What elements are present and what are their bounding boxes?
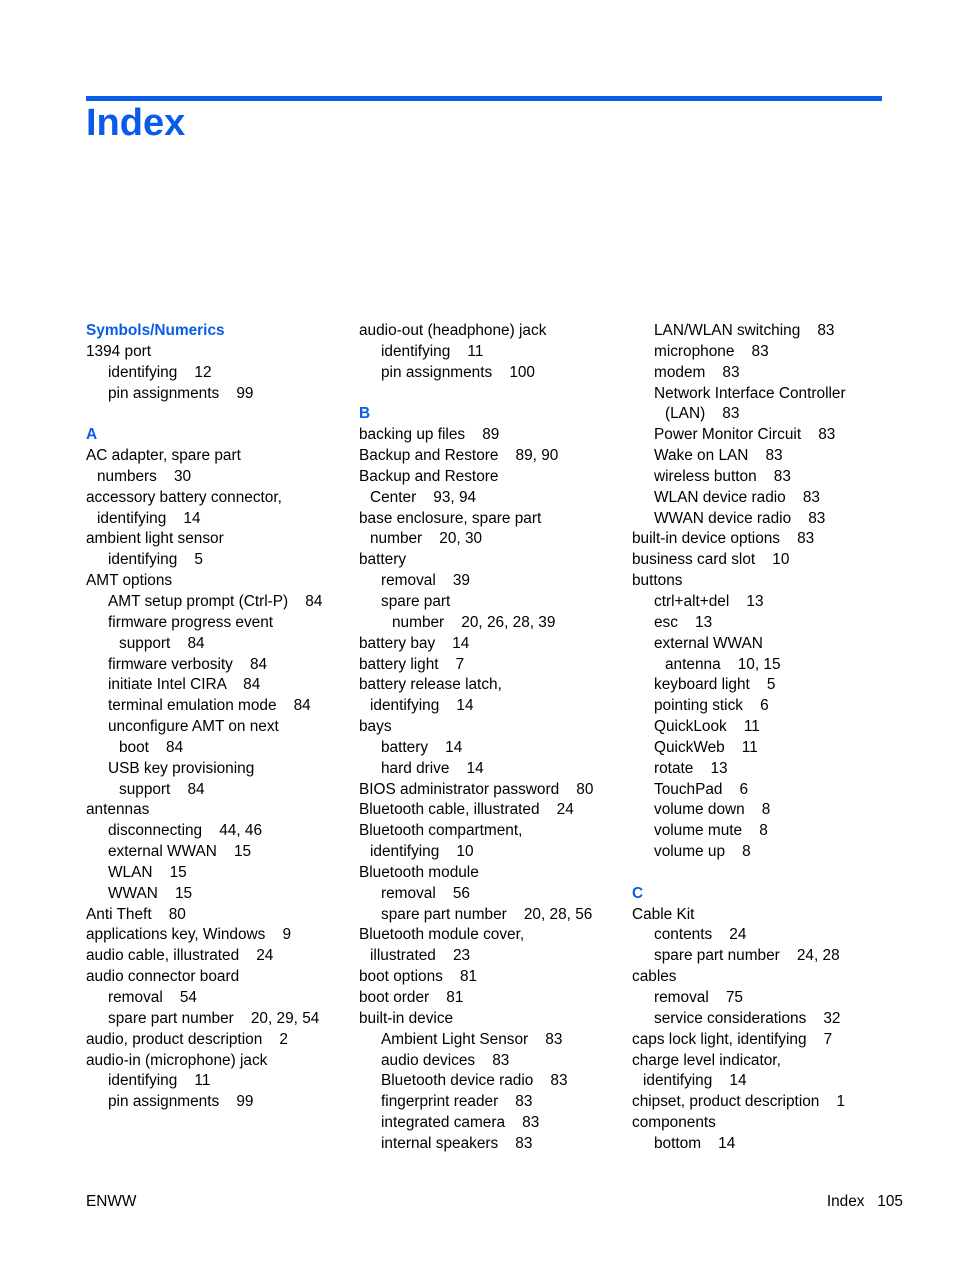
index-subentry: unconfigure AMT on next — [108, 718, 279, 736]
index-entry: boot options 81 — [359, 968, 478, 986]
index-entry: accessory battery connector, — [86, 488, 282, 506]
index-entry: built-in device options 83 — [632, 530, 815, 548]
index-subentry: TouchPad 6 — [654, 780, 749, 798]
index-subentry: Center 93, 94 — [370, 488, 477, 506]
index-subentry: WWAN 15 — [108, 884, 193, 902]
index-subentry: Ambient Light Sensor 83 — [381, 1030, 563, 1048]
section-gap — [632, 863, 846, 884]
index-subentry: spare part — [381, 592, 451, 610]
index-subentry: identifying 10 — [370, 843, 474, 861]
index-column-1 — [86, 321, 322, 1113]
index-subentry: identifying 14 — [97, 509, 201, 527]
index-entry: charge level indicator, — [632, 1051, 781, 1069]
index-entry: boot order 81 — [359, 989, 464, 1006]
index-entry: audio cable, illustrated 24 — [86, 947, 274, 965]
index-subentry: number 20, 30 — [370, 530, 483, 548]
index-column-2 — [359, 321, 593, 1155]
index-entry: battery release latch, — [359, 676, 502, 694]
index-subentry: illustrated 23 — [370, 947, 471, 965]
index-subentry: wireless button 83 — [654, 467, 791, 485]
index-subentry: esc 13 — [654, 613, 713, 631]
index-entry: Bluetooth module — [359, 863, 479, 881]
index-entry: applications key, Windows 9 — [86, 926, 292, 944]
index-subentry: disconnecting 44, 46 — [108, 822, 263, 840]
title-rule — [86, 96, 882, 101]
index-entry: Backup and Restore 89, 90 — [359, 447, 559, 465]
index-subentry: removal 56 — [381, 884, 470, 902]
index-subentry: firmware verbosity 84 — [108, 655, 268, 673]
index-subentry: hard drive 14 — [381, 759, 484, 777]
index-subentry: number 20, 26, 28, 39 — [392, 613, 556, 631]
index-entry: Bluetooth compartment, — [359, 822, 523, 840]
index-subentry: firmware progress event — [108, 613, 274, 631]
index-subentry: identifying 5 — [108, 551, 203, 569]
index-subentry: modem 83 — [654, 363, 740, 381]
index-entry: Backup and Restore — [359, 467, 499, 485]
index-entry: base enclosure, spare part — [359, 509, 542, 527]
index-column-3 — [632, 321, 846, 1155]
index-entry: audio-out (headphone) jack — [359, 322, 547, 339]
index-entry: audio connector board — [86, 968, 240, 986]
index-subentry: terminal emulation mode 84 — [108, 697, 311, 715]
index-subentry: removal 75 — [654, 989, 743, 1006]
index-subentry: external WWAN — [654, 634, 763, 652]
index-subentry: (LAN) 83 — [665, 405, 740, 423]
index-subentry: Wake on LAN 83 — [654, 447, 783, 465]
index-subentry: QuickWeb 11 — [654, 738, 758, 756]
index-entry: Bluetooth module cover, — [359, 926, 525, 944]
index-subentry: removal 54 — [108, 989, 197, 1006]
index-entry: bays — [359, 718, 392, 736]
index-subentry: battery 14 — [381, 738, 463, 756]
index-entry: AMT options — [86, 572, 173, 590]
index-subentry: identifying 12 — [108, 363, 212, 381]
index-subentry: rotate 13 — [654, 759, 728, 777]
index-entry: cables — [632, 968, 677, 986]
section-gap — [359, 384, 593, 405]
index-entry: built-in device — [359, 1009, 454, 1027]
index-subentry: pointing stick 6 — [654, 697, 769, 715]
index-entry: ambient light sensor — [86, 530, 224, 548]
index-subentry: USB key provisioning — [108, 759, 255, 777]
index-subentry: LAN/WLAN switching 83 — [654, 322, 835, 339]
index-subentry: spare part number 20, 28, 56 — [381, 905, 593, 923]
index-subentry: microphone 83 — [654, 342, 769, 360]
index-subentry: spare part number 20, 29, 54 — [108, 1009, 320, 1027]
index-subentry: initiate Intel CIRA 84 — [108, 676, 261, 694]
index-entry: chipset, product description 1 — [632, 1093, 846, 1111]
index-subentry: boot 84 — [119, 738, 184, 756]
index-subentry: identifying 11 — [381, 342, 484, 360]
index-entry: backing up files 89 — [359, 426, 500, 444]
index-subentry: volume up 8 — [654, 843, 751, 861]
index-subentry: Network Interface Controller — [654, 384, 846, 402]
index-subentry: identifying 14 — [643, 1072, 747, 1090]
index-entry: battery light 7 — [359, 655, 465, 673]
index-subentry: AMT setup prompt (Ctrl-P) 84 — [108, 592, 323, 610]
index-subentry: WWAN device radio 83 — [654, 509, 826, 527]
index-entry: antennas — [86, 801, 150, 819]
index-entry: AC adapter, spare part — [86, 447, 241, 465]
index-subentry: numbers 30 — [97, 467, 192, 485]
page-title: Index — [86, 102, 186, 144]
index-entry: battery — [359, 551, 407, 569]
section-heading: B — [359, 405, 371, 423]
index-entry: battery bay 14 — [359, 634, 470, 652]
index-entry: caps lock light, identifying 7 — [632, 1030, 833, 1048]
index-subentry: fingerprint reader 83 — [381, 1093, 533, 1111]
footer-page-label: Index 105 — [826, 1193, 903, 1210]
index-entry: Cable Kit — [632, 905, 695, 923]
index-subentry: integrated camera 83 — [381, 1114, 540, 1132]
index-subentry: contents 24 — [654, 926, 747, 944]
index-entry: Anti Theft 80 — [86, 905, 186, 923]
index-subentry: external WWAN 15 — [108, 843, 252, 861]
section-gap — [86, 404, 322, 425]
index-subentry: volume mute 8 — [654, 822, 768, 840]
index-subentry: internal speakers 83 — [381, 1134, 533, 1152]
index-entry: audio, product description 2 — [86, 1030, 288, 1048]
index-entry: Bluetooth cable, illustrated 24 — [359, 801, 574, 819]
section-heading: Symbols/Numerics — [86, 322, 225, 339]
index-subentry: ctrl+alt+del 13 — [654, 592, 764, 610]
index-subentry: antenna 10, 15 — [665, 655, 781, 673]
index-subentry: Bluetooth device radio 83 — [381, 1072, 568, 1090]
index-entry: BIOS administrator password 80 — [359, 780, 594, 798]
index-subentry: Power Monitor Circuit 83 — [654, 426, 836, 444]
index-entry: audio-in (microphone) jack — [86, 1051, 268, 1069]
index-subentry: QuickLook 11 — [654, 718, 760, 736]
index-subentry: identifying 11 — [108, 1072, 211, 1090]
index-subentry: support 84 — [119, 780, 205, 798]
index-entry: 1394 port — [86, 342, 152, 360]
index-subentry: service considerations 32 — [654, 1009, 841, 1027]
index-subentry: support 84 — [119, 634, 205, 652]
index-entry: buttons — [632, 572, 683, 590]
index-entry: business card slot 10 — [632, 551, 790, 569]
index-subentry: pin assignments 99 — [108, 1093, 254, 1111]
index-subentry: volume down 8 — [654, 801, 771, 819]
index-subentry: keyboard light 5 — [654, 676, 776, 694]
index-subentry: pin assignments 99 — [108, 384, 254, 402]
index-subentry: bottom 14 — [654, 1134, 736, 1152]
index-entry: components — [632, 1114, 716, 1132]
index-subentry: audio devices 83 — [381, 1051, 510, 1069]
section-heading: A — [86, 426, 98, 444]
section-heading: C — [632, 884, 644, 902]
index-subentry: WLAN 15 — [108, 863, 187, 881]
index-subentry: removal 39 — [381, 572, 470, 590]
footer-left: ENWW — [86, 1193, 137, 1210]
index-subentry: pin assignments 100 — [381, 363, 535, 381]
index-subentry: identifying 14 — [370, 697, 474, 715]
index-subentry: spare part number 24, 28 — [654, 947, 840, 965]
index-subentry: WLAN device radio 83 — [654, 488, 820, 506]
